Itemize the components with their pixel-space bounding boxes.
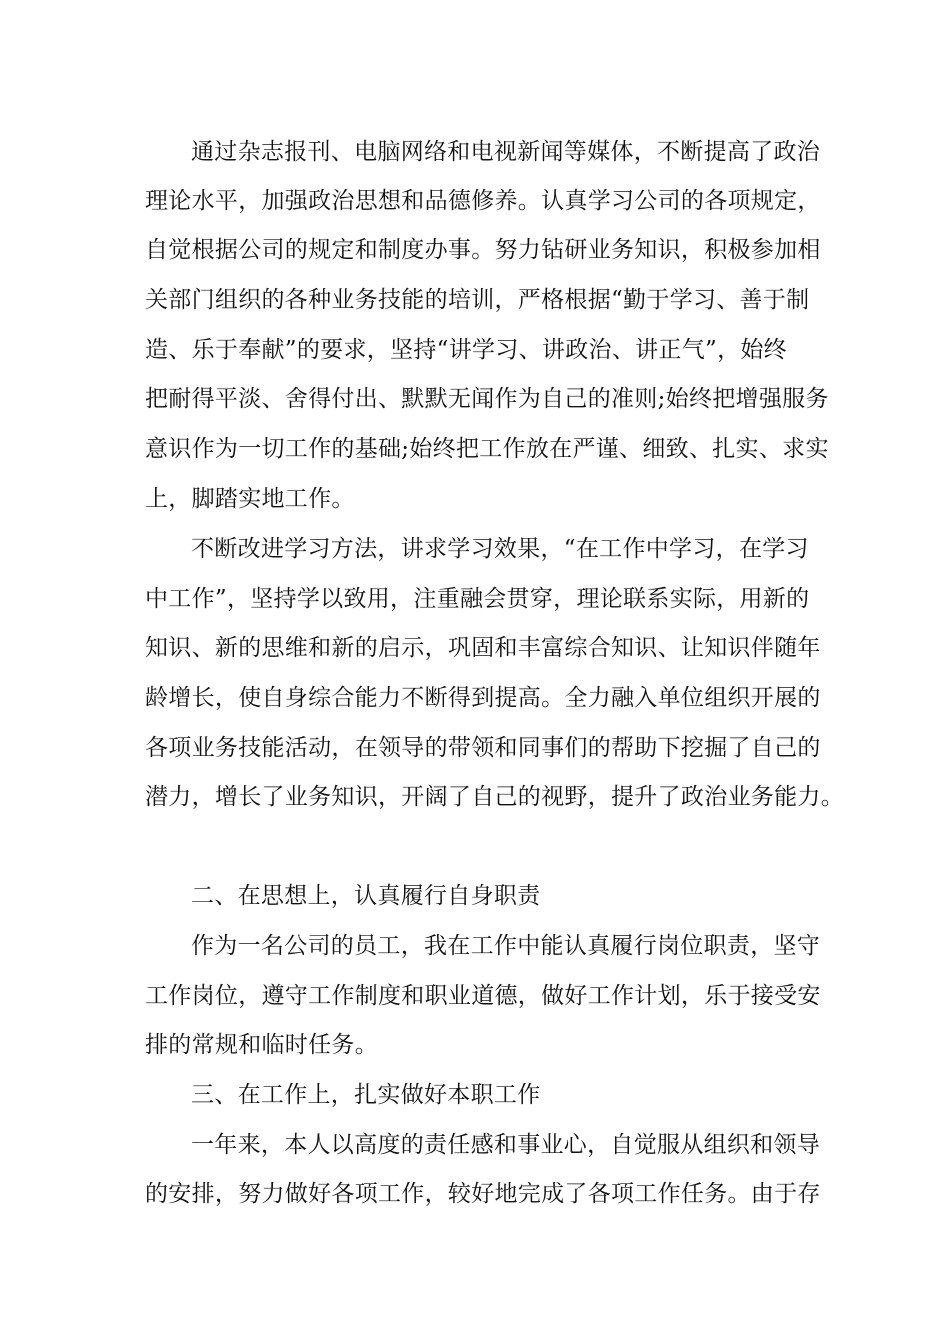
paragraph-3-line-3: 排的常规和临时任务。 [145,1032,378,1058]
paragraph-1-line-7: 意识作为一切工作的基础;始终把工作放在严谨、细致、扎实、求实 [145,436,829,462]
paragraph-1-line-2: 理论水平，加强政治思想和品德修养。认真学习公司的各项规定， [145,188,821,214]
paragraph-2-line-1: 不断改进学习方法，讲求学习效果，“在工作中学习，在学习 [191,536,809,562]
paragraph-4-line-2: 的安排，努力做好各项工作，较好地完成了各项工作任务。由于存 [145,1181,821,1207]
paragraph-3-line-2: 工作岗位，遵守工作制度和职业道德，做好工作计划，乐于接受安 [145,983,821,1009]
paragraph-2-line-6: 潜力，增长了业务知识，开阔了自己的视野，提升了政治业务能力。 [145,784,844,810]
paragraph-1-line-4: 关部门组织的各种业务技能的培训，严格根据“勤于学习、善于制 [145,287,810,313]
paragraph-2-line-4: 龄增长，使自身综合能力不断得到提高。全力融入单位组织开展的 [145,685,821,711]
paragraph-4-line-1: 一年来，本人以高度的责任感和事业心，自觉服从组织和领导 [191,1132,821,1158]
paragraph-1-line-5: 造、乐于奉献”的要求，坚持“讲学习、讲政治、讲正气”，始终 [145,337,787,363]
paragraph-2-line-3: 知识、新的思维和新的启示，巩固和丰富综合知识、让知识伴随年 [145,635,821,661]
paragraph-2-line-5: 各项业务技能活动，在领导的带领和同事们的帮助下挖掘了自己的 [145,735,821,761]
paragraph-3-line-1: 作为一名公司的员工，我在工作中能认真履行岗位职责，坚守 [191,933,821,959]
paragraph-1-line-1: 通过杂志报刊、电脑网络和电视新闻等媒体，不断提高了政治 [191,139,821,165]
paragraph-1-line-6: 把耐得平淡、舍得付出、默默无闻作为自己的准则;始终把增强服务 [145,386,829,412]
paragraph-1-line-8: 上，脚踏实地工作。 [145,486,355,512]
section-heading-2: 二、在思想上，认真履行自身职责 [191,883,541,909]
paragraph-2-line-2: 中工作”，坚持学以致用，注重融会贯穿，理论联系实际，用新的 [145,586,810,612]
paragraph-1-line-3: 自觉根据公司的规定和制度办事。努力钻研业务知识，积极参加相 [145,237,821,263]
section-heading-3: 三、在工作上，扎实做好本职工作 [191,1082,541,1108]
